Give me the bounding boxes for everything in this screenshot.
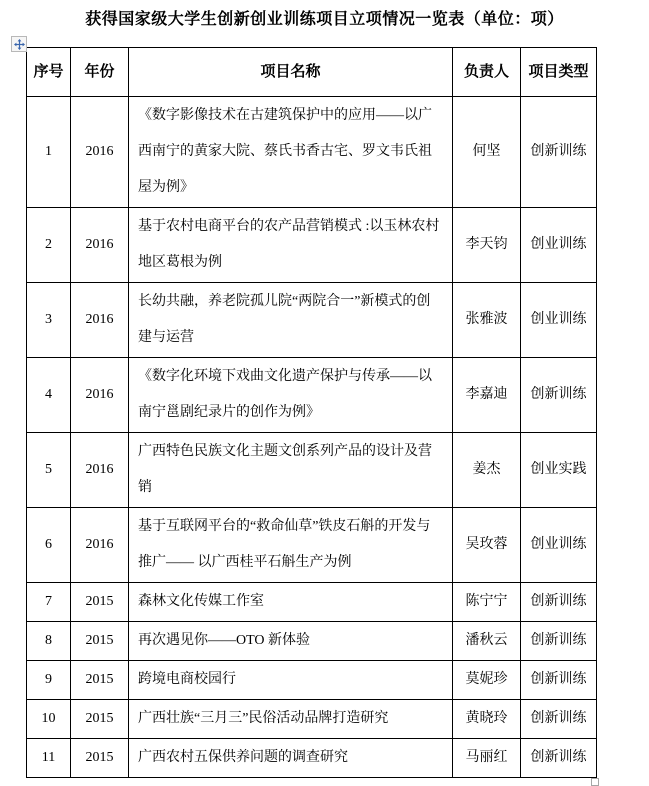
cell-name: 基于农村电商平台的农产品营销模式 :以玉林农村地区葛根为例 [129,208,453,283]
cell-type: 创新训练 [521,622,597,661]
cell-year: 2015 [71,622,129,661]
cell-index: 4 [27,358,71,433]
table-header-row [27,48,597,97]
cell-index: 7 [27,583,71,622]
table-row [27,97,597,208]
header-year: 年份 [71,48,129,97]
cell-leader: 莫妮珍 [453,661,521,700]
cell-index: 11 [27,739,71,778]
header-leader: 负责人 [453,48,521,97]
table-row [27,661,597,700]
cell-year: 2016 [71,97,129,208]
cell-leader: 李天钧 [453,208,521,283]
cell-name: 《数字化环境下戏曲文化遗产保护与传承——以南宁邕剧纪录片的创作为例》 [129,358,453,433]
cell-leader: 吴玫蓉 [453,508,521,583]
cell-name: 广西农村五保供养问题的调查研究 [129,739,453,778]
cell-name: 再次遇见你——OTO 新体验 [129,622,453,661]
cell-type: 创业训练 [521,283,597,358]
cell-name: 广西特色民族文化主题文创系列产品的设计及营销 [129,433,453,508]
table-move-handle[interactable] [11,36,27,52]
cell-type: 创新训练 [521,661,597,700]
table-body [27,97,597,778]
cell-type: 创业训练 [521,508,597,583]
table-resize-handle[interactable] [591,778,599,786]
table-container [26,47,596,778]
cell-year: 2015 [71,700,129,739]
projects-table [26,47,597,778]
cell-type: 创新训练 [521,700,597,739]
cell-leader: 潘秋云 [453,622,521,661]
table-row [27,433,597,508]
table-row [27,508,597,583]
cell-leader: 黄晓玲 [453,700,521,739]
cell-leader: 姜杰 [453,433,521,508]
cell-type: 创业实践 [521,433,597,508]
table-row [27,700,597,739]
cell-name: 《数字影像技术在古建筑保护中的应用——以广西南宁的黄家大院、蔡氏书香古宅、罗文韦氏祖屋为例》 [129,97,453,208]
cell-year: 2015 [71,739,129,778]
cell-type: 创业训练 [521,208,597,283]
cell-index: 3 [27,283,71,358]
cell-type: 创新训练 [521,583,597,622]
cell-leader: 何坚 [453,97,521,208]
cell-index: 2 [27,208,71,283]
cell-leader: 张雅波 [453,283,521,358]
cell-year: 2016 [71,508,129,583]
cell-leader: 马丽红 [453,739,521,778]
four-way-arrow-icon [14,39,25,50]
header-index: 序号 [27,48,71,97]
cell-year: 2016 [71,283,129,358]
cell-leader: 李嘉迪 [453,358,521,433]
cell-year: 2016 [71,433,129,508]
cell-index: 5 [27,433,71,508]
cell-year: 2016 [71,358,129,433]
cell-type: 创新训练 [521,358,597,433]
header-name: 项目名称 [129,48,453,97]
cell-index: 6 [27,508,71,583]
cell-leader: 陈宁宁 [453,583,521,622]
table-row [27,208,597,283]
cell-name: 跨境电商校园行 [129,661,453,700]
cell-type: 创新训练 [521,739,597,778]
cell-index: 10 [27,700,71,739]
cell-year: 2015 [71,661,129,700]
cell-year: 2016 [71,208,129,283]
cell-name: 长幼共融，养老院孤儿院“两院合一”新模式的创建与运营 [129,283,453,358]
table-row [27,622,597,661]
cell-index: 9 [27,661,71,700]
cell-index: 8 [27,622,71,661]
table-row [27,739,597,778]
table-row [27,283,597,358]
cell-type: 创新训练 [521,97,597,208]
table-row [27,358,597,433]
header-type: 项目类型 [521,48,597,97]
cell-name: 基于互联网平台的“救命仙草”铁皮石斛的开发与推广—— 以广西桂平石斛生产为例 [129,508,453,583]
cell-name: 森林文化传媒工作室 [129,583,453,622]
cell-name: 广西壮族“三月三”民俗活动品牌打造研究 [129,700,453,739]
cell-year: 2015 [71,583,129,622]
cell-index: 1 [27,97,71,208]
table-row [27,583,597,622]
page-title: 获得国家级大学生创新创业训练项目立项情况一览表（单位：项） [85,11,564,28]
